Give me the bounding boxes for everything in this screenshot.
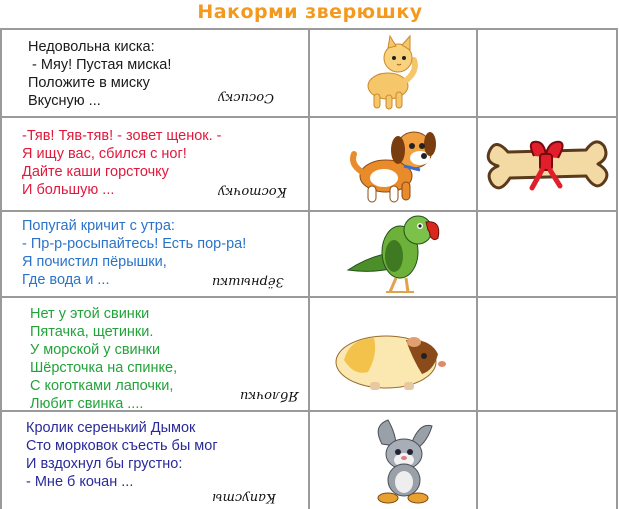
feed-table [0, 28, 620, 509]
verse-line: Шёрсточка на спинке, [30, 360, 178, 376]
table-row [0, 28, 620, 116]
rabbit-icon [368, 416, 438, 506]
verse-line: Где вода и ... [22, 272, 110, 288]
table-row [0, 296, 620, 410]
verse-line: - Пр-р-росыпайтесь! Есть пор-ра! [22, 236, 247, 252]
verse-line: Нет у этой свинки [30, 306, 150, 322]
verse-line: Я почистил пёрышки, [22, 254, 167, 270]
verse-line: Сто морковок съесть бы мог [26, 438, 218, 454]
verse-text [22, 127, 222, 199]
verse-text [28, 38, 171, 110]
kitten-icon [358, 32, 426, 112]
answer-word: Косточку [218, 184, 287, 199]
table-row [0, 410, 620, 509]
verse-text [30, 305, 177, 413]
verse-line: И большую ... [22, 182, 115, 198]
answer-word: Яблочки [240, 388, 299, 403]
table-row [0, 116, 620, 210]
verse-line: Вкусную ... [28, 93, 101, 109]
answer-word: Капусты [212, 490, 276, 505]
verse-line: - Мне б кочан ... [26, 474, 134, 490]
parrot-icon [342, 212, 448, 296]
answer-word: Сосиску [218, 90, 275, 105]
verse-line: Я ищу вас, сбился с ног! [22, 146, 187, 162]
verse-line: Дайте каши горсточку [22, 164, 169, 180]
verse-line: Положите в миску [28, 75, 150, 91]
table-row [0, 210, 620, 296]
guinea-pig-icon [330, 324, 454, 394]
verse-line: Недовольна киска: [28, 39, 155, 55]
verse-line: У морской у свинки [30, 342, 161, 358]
page-title: Накорми зверюшку [197, 1, 423, 23]
puppy-icon [346, 120, 442, 206]
verse-line: Пятачка, щетинки. [30, 324, 154, 340]
verse-line: Любит свинка .... [30, 396, 144, 412]
verse-text [26, 419, 218, 491]
answer-word: Зёрнышки [212, 274, 284, 289]
bone-icon [486, 132, 610, 196]
verse-line: Кролик серенький Дымок [26, 420, 196, 436]
verse-line: -Тяв! Тяв-тяв! - зовет щенок. - [22, 128, 222, 144]
verse-line: Попугай кричит с утра: [22, 218, 175, 234]
verse-line: - Мяу! Пустая миска! [28, 57, 172, 73]
verse-line: С коготками лапочки, [30, 378, 174, 394]
verse-line: И вздохнул бы грустно: [26, 456, 183, 472]
